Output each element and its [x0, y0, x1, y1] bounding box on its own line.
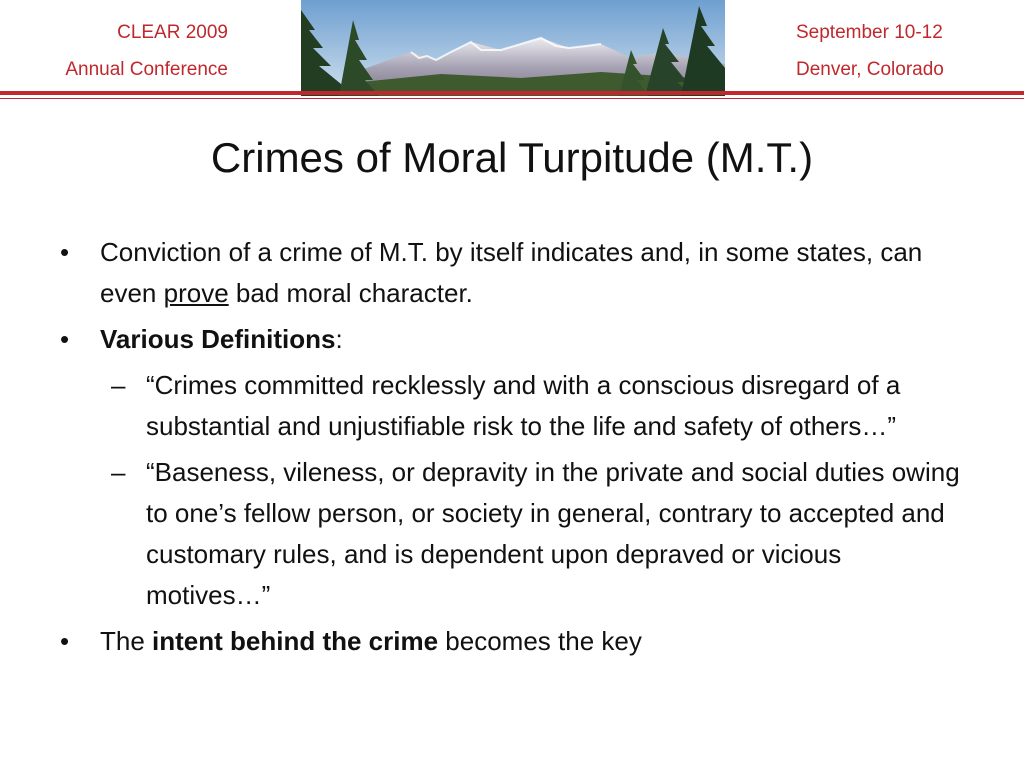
- underlined-word: prove: [163, 278, 229, 308]
- bullet-text-end: bad moral character.: [228, 278, 473, 308]
- sub-item-reckless-definition: [60, 365, 960, 447]
- bullet-item-conviction: [60, 232, 960, 314]
- bullet-text-end: becomes the key: [438, 626, 642, 656]
- sub-item-text: “Baseness, vileness, or depravity in the private and social duties owing to one’s fellow person, or society in general, contrary to accepted and customary rules, and is dependent upon depraved or vicious motives…”: [146, 457, 960, 610]
- conference-dates: September 10-12: [796, 22, 943, 43]
- bold-phrase: intent behind the crime: [152, 626, 439, 656]
- dash-glyph: –: [111, 457, 126, 487]
- bullet-item-definitions: [60, 319, 960, 360]
- dash-glyph: –: [111, 370, 126, 400]
- slide-title: Crimes of Moral Turpitude (M.T.): [210, 134, 814, 181]
- bullet-item-intent: [60, 621, 960, 662]
- conference-name: [65, 14, 228, 88]
- header-rule: [0, 91, 1024, 95]
- conference-dates-location: [796, 14, 944, 88]
- mountain-banner-image: [301, 0, 725, 96]
- bullet-text-start: The: [100, 626, 153, 656]
- slide-body: [60, 232, 960, 667]
- bullet-text-start: Conviction of a crime of M.T. by itself indicates and, in some states, can even: [100, 237, 923, 308]
- bullet-glyph: •: [60, 324, 70, 354]
- bullet-glyph: •: [60, 626, 70, 656]
- sub-item-baseness-definition: [60, 452, 960, 616]
- bold-heading: Various Definitions: [100, 324, 336, 354]
- sub-item-text: “Crimes committed recklessly and with a conscious disregard of a substantial and unjustifiable risk to the life and safety of others…”: [146, 370, 901, 441]
- conference-name-line-1: CLEAR 2009: [117, 22, 228, 43]
- bullet-glyph: •: [60, 237, 70, 267]
- conference-name-line-2: Annual Conference: [65, 59, 228, 80]
- bullet-text-end: :: [335, 324, 343, 354]
- conference-location: Denver, Colorado: [796, 59, 944, 80]
- header-rule-thin: [0, 98, 1024, 99]
